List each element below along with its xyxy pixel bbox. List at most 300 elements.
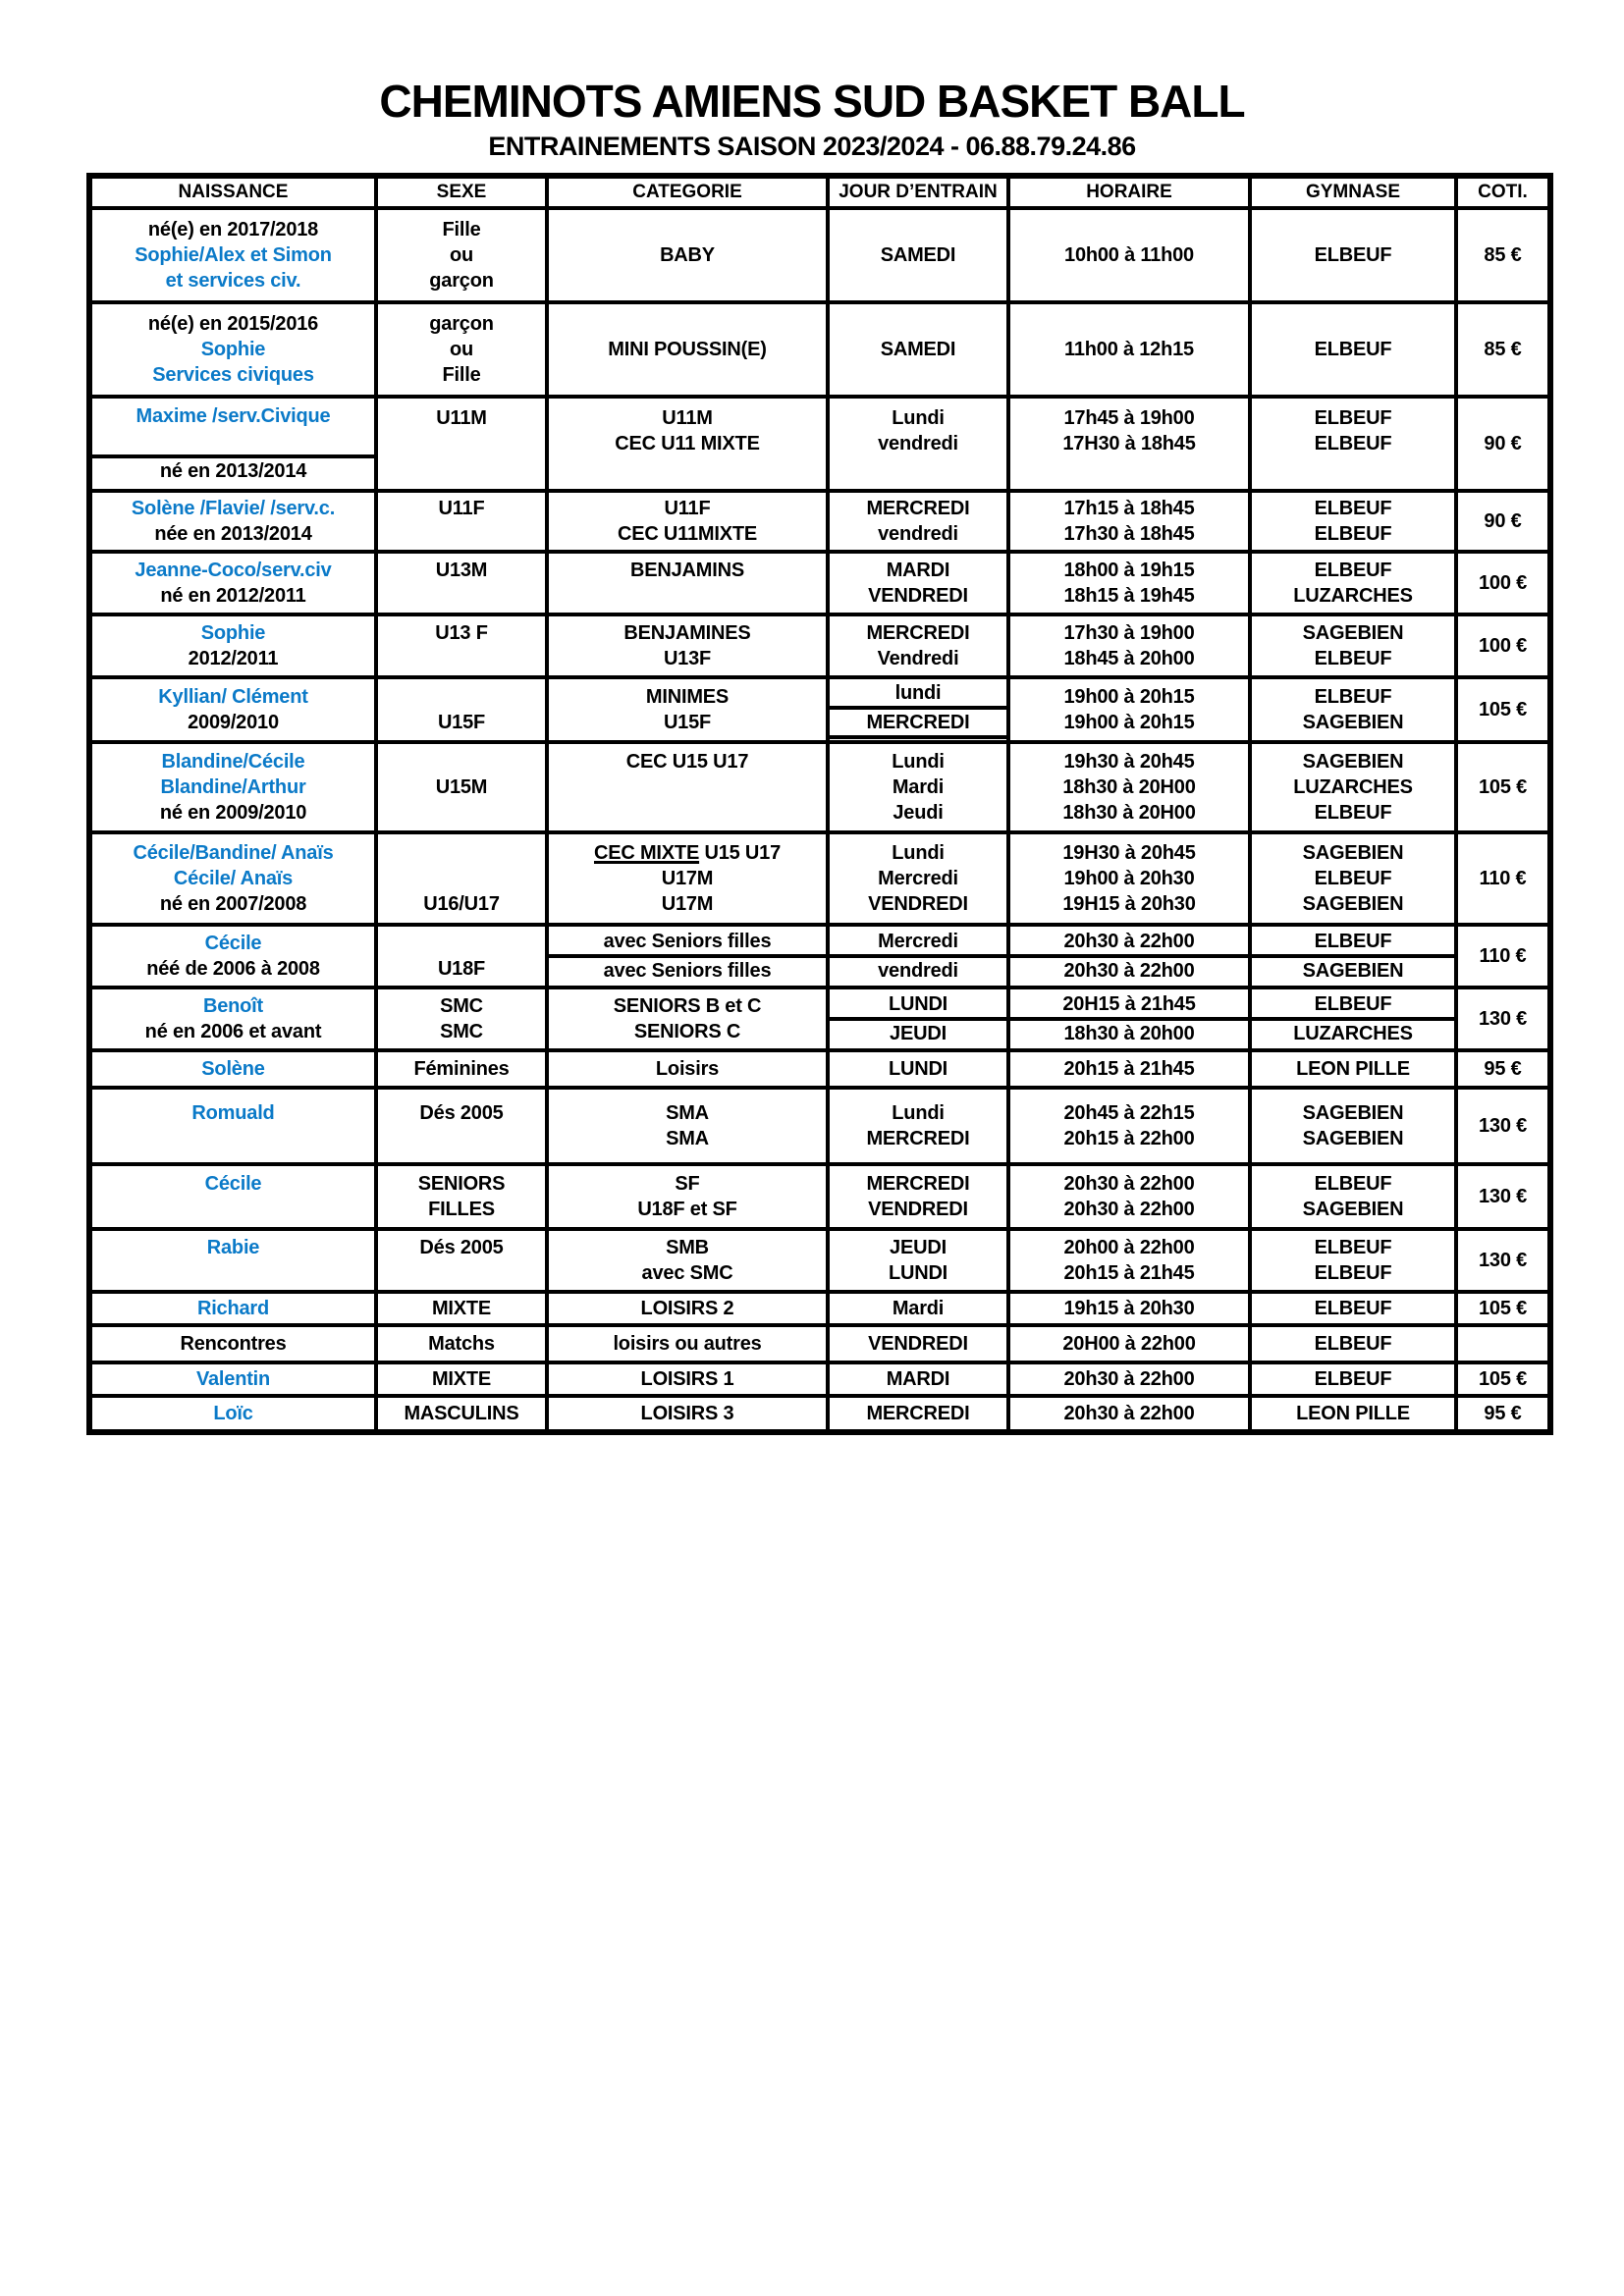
cell-line <box>549 774 826 800</box>
cell-coti <box>1456 925 1550 988</box>
cell-line: Blandine/Arthur <box>160 776 306 798</box>
cell-line: né en 2013/2014 <box>159 460 307 482</box>
cell-line <box>549 800 826 826</box>
cell-line: CEC U11MIXTE <box>617 523 758 545</box>
cell-line: avec SMC <box>641 1262 733 1284</box>
cell-line: 90 € <box>1484 510 1522 532</box>
cell-coti <box>1456 491 1550 552</box>
table-row <box>89 1164 1550 1229</box>
cell-line: ou <box>449 244 474 266</box>
cell-line: Services civiques <box>152 364 314 386</box>
cell-line: ELBEUF <box>1314 868 1392 889</box>
cell-line: 20h30 à 22h00 <box>1063 1173 1195 1195</box>
cell-line: SMC <box>440 1021 483 1042</box>
cell-line: LUZARCHES <box>1293 1023 1413 1044</box>
column-header: JOUR D’ENTRAIN <box>828 176 1008 208</box>
cell-sexe <box>376 988 547 1050</box>
cell-naissance <box>89 614 376 677</box>
cell-line: garçon <box>429 270 494 292</box>
cell-line: née en 2013/2014 <box>154 523 312 545</box>
cell-horaire <box>1008 832 1250 925</box>
cell-line: VENDREDI <box>868 1333 968 1355</box>
cell-gymnase <box>1250 1164 1456 1229</box>
cell-naissance <box>89 552 376 614</box>
cell-line: 18h30 à 20H00 <box>1062 776 1196 798</box>
cell-line: Fille <box>442 364 481 386</box>
cell-line: 18h15 à 19h45 <box>1063 585 1195 607</box>
column-header: COTI. <box>1456 176 1550 208</box>
cell-coti <box>1456 742 1550 832</box>
cell-horaire <box>1008 397 1250 491</box>
cell-naissance <box>89 1292 376 1325</box>
cell-coti <box>1456 1088 1550 1164</box>
cell-line: LEON PILLE <box>1296 1403 1410 1424</box>
cell-categorie <box>547 1325 828 1362</box>
cell-line: Lundi <box>892 842 945 864</box>
column-header: SEXE <box>376 176 547 208</box>
cell-naissance <box>89 302 376 397</box>
cell-naissance <box>89 1362 376 1396</box>
cell-line: Lundi <box>892 751 945 773</box>
cell-coti <box>1456 302 1550 397</box>
cell-line: Blandine/Cécile <box>161 751 305 773</box>
cell-line: 19h00 à 20h15 <box>1063 712 1195 733</box>
cell-jour <box>828 832 1008 925</box>
table-row <box>89 302 1550 397</box>
cell-coti <box>1456 1292 1550 1325</box>
cell-horaire <box>1008 208 1250 302</box>
cell-line: néé de 2006 à 2008 <box>146 958 320 980</box>
cell-line: LOISIRS 3 <box>640 1403 734 1424</box>
cell-line: 105 € <box>1478 776 1528 798</box>
cell-horaire <box>1008 1050 1250 1088</box>
cell-line: SAGEBIEN <box>1302 842 1404 864</box>
cell-categorie <box>547 832 828 925</box>
cell-sexe <box>376 677 547 742</box>
cell-jour <box>828 208 1008 302</box>
cell-line: U15M <box>435 776 488 798</box>
cell-sexe <box>376 1396 547 1432</box>
cell-jour <box>828 491 1008 552</box>
cell-line: BENJAMINES <box>623 622 751 644</box>
cell-gymnase <box>1250 1050 1456 1088</box>
cell-line <box>1010 456 1248 482</box>
cell-line: 20h45 à 22h15 <box>1063 1102 1195 1124</box>
cell-categorie <box>547 1362 828 1396</box>
cell-categorie <box>547 614 828 677</box>
cell-line: FILLES <box>428 1199 495 1220</box>
cell-horaire <box>1008 988 1250 1050</box>
cell-horaire <box>1008 1164 1250 1229</box>
cell-line: 17h30 à 19h00 <box>1063 622 1195 644</box>
cell-line: 20h30 à 22h00 <box>1063 1403 1195 1424</box>
cell-line <box>378 583 545 609</box>
cell-line: 2009/2010 <box>188 712 279 733</box>
cell-coti <box>1456 208 1550 302</box>
cell-coti <box>1456 1164 1550 1229</box>
cell-gymnase <box>1250 552 1456 614</box>
cell-line: 20h00 à 22h00 <box>1063 1237 1195 1258</box>
cell-line: MERCREDI <box>866 1173 970 1195</box>
cell-categorie <box>547 1088 828 1164</box>
cell-line: né(e) en 2017/2018 <box>147 219 319 240</box>
cell-line: CEC MIXTE U15 U17 <box>593 842 781 864</box>
cell-line: 19h30 à 20h45 <box>1063 751 1195 773</box>
cell-line: 85 € <box>1484 244 1522 266</box>
table-row <box>89 1229 1550 1292</box>
cell-gymnase <box>1250 677 1456 742</box>
cell-line: Fille <box>442 219 481 240</box>
cell-sexe <box>376 614 547 677</box>
cell-categorie <box>547 491 828 552</box>
cell-line: ou <box>449 339 474 360</box>
cell-line: SMC <box>440 995 483 1017</box>
cell-line: et services civ. <box>165 270 301 292</box>
table-row <box>89 1050 1550 1088</box>
cell-sexe <box>376 491 547 552</box>
cell-line <box>378 800 545 826</box>
table-row <box>89 1396 1550 1432</box>
cell-horaire <box>1008 742 1250 832</box>
cell-line <box>378 646 545 671</box>
cell-line: 18h30 à 20h00 <box>1063 1023 1195 1044</box>
cell-line: ELBEUF <box>1314 523 1392 545</box>
cell-line: JEUDI <box>890 1023 947 1044</box>
cell-naissance <box>89 1325 376 1362</box>
cell-line: ELBEUF <box>1314 1237 1392 1258</box>
table-row <box>89 1292 1550 1325</box>
cell-gymnase <box>1250 1292 1456 1325</box>
cell-horaire <box>1008 925 1250 988</box>
cell-jour <box>828 1050 1008 1088</box>
cell-line: vendredi <box>878 433 958 454</box>
cell-naissance <box>89 208 376 302</box>
cell-line <box>378 866 545 891</box>
cell-coti <box>1456 832 1550 925</box>
cell-coti <box>1456 397 1550 491</box>
cell-line: ELBEUF <box>1314 1333 1392 1355</box>
table-row <box>89 1362 1550 1396</box>
cell-coti <box>1456 552 1550 614</box>
cell-horaire <box>1008 1325 1250 1362</box>
cell-line: BENJAMINS <box>630 560 744 581</box>
table-row <box>89 1088 1550 1164</box>
cell-line: MINI POUSSIN(E) <box>608 339 767 360</box>
cell-line: SENIORS B et C <box>613 995 762 1017</box>
cell-line: Maxime /serv.Civique <box>135 405 331 427</box>
cell-naissance <box>89 1396 376 1432</box>
cell-line: Matchs <box>428 1333 495 1355</box>
cell-coti <box>1456 1396 1550 1432</box>
cell-line: Lundi <box>892 407 945 429</box>
cell-line: U17M <box>661 868 714 889</box>
cell-jour <box>828 988 1008 1050</box>
cell-line <box>1252 456 1454 482</box>
cell-line: Dés 2005 <box>419 1237 504 1258</box>
cell-line: ELBEUF <box>1314 802 1392 824</box>
cell-line: 130 € <box>1478 1115 1528 1137</box>
cell-line: JEUDI <box>890 1237 947 1258</box>
cell-line: 20h15 à 21h45 <box>1063 1262 1195 1284</box>
cell-line: BABY <box>660 244 715 266</box>
cell-gymnase <box>1250 302 1456 397</box>
cell-line: 11h00 à 12h15 <box>1064 339 1194 360</box>
cell-line: U11F <box>438 498 485 519</box>
cell-line: 19h00 à 20h15 <box>1063 686 1195 708</box>
cell-line: 19h15 à 20h30 <box>1063 1298 1195 1319</box>
cell-jour <box>828 1396 1008 1432</box>
cell-categorie <box>547 1164 828 1229</box>
cell-line: CEC U11 MIXTE <box>615 433 760 454</box>
cell-line: vendredi <box>878 960 958 982</box>
cell-line: Loïc <box>213 1403 253 1424</box>
cell-naissance <box>89 1088 376 1164</box>
cell-line: Sophie <box>200 622 266 644</box>
cell-line: 110 € <box>1479 945 1527 967</box>
cell-gymnase <box>1250 832 1456 925</box>
cell-horaire <box>1008 677 1250 742</box>
cell-coti <box>1456 677 1550 742</box>
cell-line: 110 € <box>1479 868 1527 889</box>
cell-sexe <box>376 1050 547 1088</box>
table-row <box>89 832 1550 925</box>
cell-line: SAGEBIEN <box>1302 1102 1404 1124</box>
cell-line: ELBEUF <box>1314 498 1392 519</box>
cell-line: né en 2009/2010 <box>159 802 307 824</box>
cell-line: MIXTE <box>431 1298 492 1319</box>
cell-line <box>92 1126 374 1151</box>
cell-gymnase <box>1250 1229 1456 1292</box>
cell-gymnase <box>1250 988 1456 1050</box>
cell-line: MERCREDI <box>830 710 1006 739</box>
cell-horaire <box>1008 1229 1250 1292</box>
cell-line: LUZARCHES <box>1293 776 1413 798</box>
cell-sexe <box>376 832 547 925</box>
cell-naissance <box>89 397 376 491</box>
cell-coti <box>1456 1050 1550 1088</box>
cell-line: Rabie <box>206 1237 260 1258</box>
cell-line: 20h30 à 22h00 <box>1063 960 1195 982</box>
cell-line: VENDREDI <box>868 585 968 607</box>
cell-jour <box>828 552 1008 614</box>
cell-line: SMA <box>666 1128 709 1149</box>
cell-line: Benoît <box>202 995 264 1017</box>
cell-line: lundi <box>830 680 1006 710</box>
cell-line: U16/U17 <box>423 893 500 915</box>
cell-line: LUZARCHES <box>1293 585 1413 607</box>
cell-gymnase <box>1250 925 1456 988</box>
document-title: CHEMINOTS AMIENS SUD BASKET BALL <box>379 76 1245 127</box>
cell-line <box>92 1197 374 1222</box>
table-row <box>89 552 1550 614</box>
cell-line: Mercredi <box>830 929 1006 958</box>
cell-categorie <box>547 1292 828 1325</box>
cell-sexe <box>376 1164 547 1229</box>
cell-line: Cécile/Bandine/ Anaïs <box>133 842 334 864</box>
cell-jour <box>828 1362 1008 1396</box>
cell-line: 19h00 à 20h30 <box>1063 868 1195 889</box>
cell-line: ELBEUF <box>1314 686 1392 708</box>
cell-naissance <box>89 925 376 988</box>
cell-line <box>549 456 826 482</box>
cell-line: né(e) en 2015/2016 <box>147 313 319 335</box>
cell-line: LEON PILLE <box>1296 1058 1410 1080</box>
cell-line: 17h15 à 18h45 <box>1063 498 1195 519</box>
cell-line: 130 € <box>1478 1250 1528 1271</box>
cell-line: 20H15 à 21h45 <box>1010 991 1248 1021</box>
cell-line: 85 € <box>1484 339 1522 360</box>
cell-line: SAMEDI <box>880 339 956 360</box>
cell-naissance <box>89 1050 376 1088</box>
cell-jour <box>828 1292 1008 1325</box>
cell-naissance <box>89 491 376 552</box>
cell-line: ELBEUF <box>1314 1262 1392 1284</box>
cell-line: 2012/2011 <box>188 648 279 669</box>
cell-sexe <box>376 397 547 491</box>
cell-line: MERCREDI <box>866 622 970 644</box>
cell-gymnase <box>1250 1088 1456 1164</box>
cell-line: SAGEBIEN <box>1302 893 1404 915</box>
cell-horaire <box>1008 614 1250 677</box>
cell-line: Rencontres <box>180 1333 287 1355</box>
cell-sexe <box>376 1088 547 1164</box>
table-row <box>89 491 1550 552</box>
cell-jour <box>828 925 1008 988</box>
cell-naissance <box>89 988 376 1050</box>
cell-categorie <box>547 208 828 302</box>
cell-line: 17H30 à 18h45 <box>1062 433 1196 454</box>
cell-line: ELBEUF <box>1314 339 1392 360</box>
cell-line: Féminines <box>413 1058 510 1080</box>
cell-line: Richard <box>196 1298 270 1319</box>
cell-naissance <box>89 832 376 925</box>
cell-line: SMB <box>666 1237 709 1258</box>
cell-sexe <box>376 1362 547 1396</box>
cell-naissance <box>89 1164 376 1229</box>
cell-line: Jeudi <box>893 802 944 824</box>
cell-coti <box>1456 614 1550 677</box>
column-header: HORAIRE <box>1008 176 1250 208</box>
cell-line: 20h30 à 22h00 <box>1063 1199 1195 1220</box>
cell-gymnase <box>1250 1362 1456 1396</box>
column-header: NAISSANCE <box>89 176 376 208</box>
cell-line: LOISIRS 2 <box>640 1298 734 1319</box>
cell-sexe <box>376 925 547 988</box>
cell-gymnase <box>1250 397 1456 491</box>
cell-line: 95 € <box>1484 1058 1522 1080</box>
cell-naissance <box>89 677 376 742</box>
cell-line: Mardi <box>892 776 945 798</box>
cell-line: U18F et SF <box>637 1199 737 1220</box>
cell-line: U11M <box>436 407 487 429</box>
cell-line: U18F <box>437 958 486 980</box>
cell-horaire <box>1008 491 1250 552</box>
cell-coti <box>1456 1362 1550 1396</box>
cell-line: garçon <box>429 313 494 335</box>
cell-horaire <box>1008 1292 1250 1325</box>
cell-line: ELBEUF <box>1314 648 1392 669</box>
cell-line: Mercredi <box>878 868 958 889</box>
table-header-row <box>89 176 1550 208</box>
cell-jour <box>828 397 1008 491</box>
cell-line: 90 € <box>1484 433 1522 454</box>
cell-line: SENIORS <box>417 1173 506 1195</box>
cell-line: SENIORS C <box>633 1021 741 1042</box>
cell-categorie <box>547 988 828 1050</box>
table-row <box>89 397 1550 491</box>
cell-naissance <box>89 1229 376 1292</box>
cell-gymnase <box>1250 1325 1456 1362</box>
cell-categorie <box>547 552 828 614</box>
cell-horaire <box>1008 302 1250 397</box>
cell-line: U13M <box>435 560 488 581</box>
cell-sexe <box>376 552 547 614</box>
cell-line <box>378 749 545 774</box>
cell-line: LUNDI <box>888 1262 948 1284</box>
table-row <box>89 988 1550 1050</box>
cell-gymnase <box>1250 208 1456 302</box>
cell-line: SMA <box>666 1102 709 1124</box>
cell-sexe <box>376 1292 547 1325</box>
cell-line <box>92 1260 374 1286</box>
cell-line: Lundi <box>892 1102 945 1124</box>
cell-horaire <box>1008 1396 1250 1432</box>
cell-jour <box>828 1325 1008 1362</box>
cell-line: VENDREDI <box>868 893 968 915</box>
cell-line: 100 € <box>1478 635 1528 657</box>
cell-line <box>92 429 374 458</box>
cell-line <box>378 1126 545 1151</box>
cell-line: 130 € <box>1478 1186 1528 1207</box>
table-row <box>89 742 1550 832</box>
cell-line: ELBEUF <box>1314 1298 1392 1319</box>
cell-line: U11M <box>662 407 713 429</box>
cell-categorie <box>547 302 828 397</box>
cell-line: ELBEUF <box>1314 1368 1392 1390</box>
cell-jour <box>828 677 1008 742</box>
schedule-table <box>86 173 1553 1435</box>
cell-line: 17h45 à 19h00 <box>1063 407 1195 429</box>
cell-gymnase <box>1250 491 1456 552</box>
cell-line: Mardi <box>892 1298 945 1319</box>
cell-line: né en 2006 et avant <box>144 1021 322 1042</box>
cell-line: 10h00 à 11h00 <box>1064 244 1194 266</box>
cell-line: U17M <box>661 893 714 915</box>
cell-line: SAGEBIEN <box>1302 960 1404 982</box>
cell-jour <box>828 1164 1008 1229</box>
cell-line: Loisirs <box>655 1058 720 1080</box>
cell-line: VENDREDI <box>868 1199 968 1220</box>
cell-line: MARDI <box>886 560 950 581</box>
cell-line: MERCREDI <box>866 1128 970 1149</box>
cell-line: Cécile/ Anaïs <box>173 868 294 889</box>
cell-jour <box>828 614 1008 677</box>
cell-line: 95 € <box>1484 1403 1522 1424</box>
cell-line: MINIMES <box>645 686 730 708</box>
cell-jour <box>828 742 1008 832</box>
cell-line: 100 € <box>1478 572 1528 594</box>
cell-sexe <box>376 208 547 302</box>
cell-line <box>1458 1331 1547 1357</box>
cell-line: LOISIRS 1 <box>640 1368 734 1390</box>
cell-line: loisirs ou autres <box>613 1333 762 1355</box>
cell-horaire <box>1008 1088 1250 1164</box>
table-row <box>89 925 1550 988</box>
cell-line: ELBEUF <box>1314 1173 1392 1195</box>
cell-jour <box>828 1229 1008 1292</box>
cell-line: 19H15 à 20h30 <box>1062 893 1196 915</box>
cell-line <box>378 1260 545 1286</box>
